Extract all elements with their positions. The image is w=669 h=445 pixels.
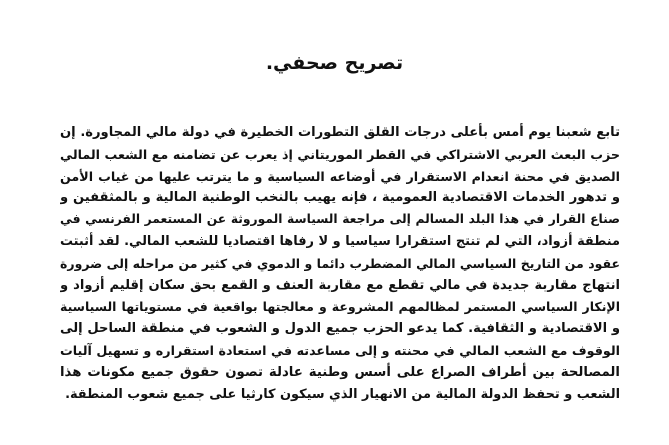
- paragraph-line-7: عقود من التاريخ السياسي المالي المضطرب دائما و الدموي في كثير من مراحله إلى ضرورة: [60, 255, 620, 271]
- paragraph-line-2: حزب البعث العربي الاشتراكي في القطر الموريتاني إذ يعرب عن تضامنه مع الشعب المالي: [60, 146, 620, 162]
- paragraph-line-8: انتهاج مقاربة جديدة في مالي تقطع مع مقاربة العنف و القمع بحق سكان إقليم أزواد و: [60, 277, 620, 293]
- paragraph-line-6: منطقة أزواد، التي لم تنتج استقرارا سياسيا و لا رفاها اقتصاديا للشعب المالي. لقد أثبتت: [60, 233, 620, 249]
- document-title: تصريح صحفي.: [265, 52, 404, 74]
- paragraph-line-9: الإنكار السياسي المستمر لمظالمهم المشروعة و معالجتها بواقعية في مستوياتها السياسية: [60, 299, 620, 315]
- paragraph-line-13: الشعب و تحفظ الدولة المالية من الانهيار الذي سيكون كارثيا على جميع شعوب المنطقة.: [65, 386, 620, 402]
- paragraph-line-1: تابع شعبنا يوم أمس بأعلى درجات القلق التطورات الخطيرة في دولة مالي المجاورة. إن: [60, 125, 620, 140]
- paragraph-line-12: المصالحة بين أطراف الصراع على أسس وطنية عادلة تصون حقوق جميع مكونات هذا: [60, 364, 620, 380]
- paragraph-line-3: الصديق في محنة انعدام الاستقرار في أوضاعه السياسية و ما يترتب عليها من غياب الأمن: [60, 168, 620, 184]
- paragraph-line-4: و تدهور الخدمات الاقتصادية العمومية ، فإنه يهيب بالنخب الوطنية المالية و بالمثقفين و: [60, 190, 620, 206]
- paragraph-line-11: الوقوف مع الشعب المالي في محنته و إلى مساعدته في استعادة استقراره و تسهيل آليات: [60, 342, 620, 358]
- paragraph-line-10: و الاقتصادية و الثقافية. كما يدعو الحزب جميع الدول و الشعوب في منطقة الساحل إلى: [60, 321, 620, 337]
- document-body: [60, 122, 620, 405]
- paragraph-line-5: صناع القرار في هذا البلد المسالم إلى مراجعة السياسة الموروثة عن المستعمر الفرنسي في: [60, 212, 620, 227]
